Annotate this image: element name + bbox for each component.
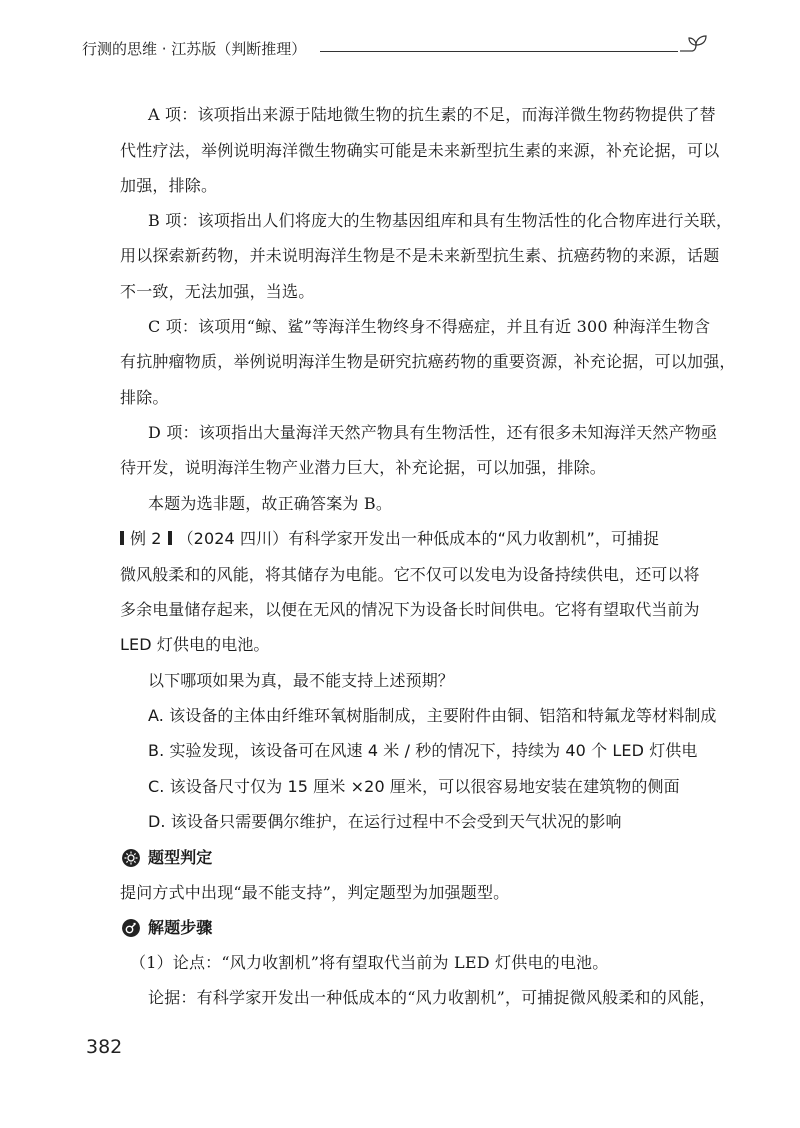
page-number: 382 [86,1036,123,1058]
book-title: 行测的思维 · 江苏版（判断推理） [82,40,307,58]
example-mark-left [120,531,124,545]
example-stem-line-1 [120,528,659,550]
sun-icon [122,849,140,867]
example-stem-text: （2024 四川）有科学家开发出一种低成本的“风力收割机”，可捕捉 [177,529,660,548]
example-stem-line-3: 多余电量储存起来，以便在无风的情况下为设备长时间供电。它将有望取代当前为 [120,600,700,619]
example-stem-line-2: 微风般柔和的风能，将其储存为电能。它不仅可以发电为设备持续供电，还可以将 [120,565,700,584]
option-c-analysis-line-1: C 项：该项用“鲸、鲨”等海洋生物终身不得癌症，并且有近 300 种海洋生物含 [148,317,711,336]
section-title-steps: 解题步骤 [148,918,213,937]
option-b-analysis-line-2: 用以探索新药物，并未说明海洋生物是不是未来新型抗生素、抗癌药物的来源，话题 [120,246,720,265]
example-label: 例 2 [130,529,162,548]
example-option-d: D. 该设备只需要偶尔维护，在运行过程中不会受到天气状况的影响 [148,812,622,831]
option-c-analysis-line-2: 有抗肿瘤物质，举例说明海洋生物是研究抗癌药物的重要资源，补充论据，可以加强， [120,352,736,371]
option-c-analysis-line-3: 排除。 [120,388,169,407]
answer-conclusion: 本题为选非题，故正确答案为 B。 [148,494,393,513]
option-d-analysis-line-2: 待开发，说明海洋生物产业潜力巨大，补充论据，可以加强，排除。 [120,458,607,477]
steps-icon [122,919,140,937]
example-option-b: B. 实验发现，该设备可在风速 4 米 / 秒的情况下，持续为 40 个 LED 灯供电 [148,741,698,760]
example-stem-line-4: LED 灯供电的电池。 [120,635,270,654]
example-question: 以下哪项如果为真，最不能支持上述预期？ [148,671,454,690]
option-b-analysis-line-1: B 项：该项指出人们将庞大的生物基因组库和具有生物活性的化合物库进行关联， [148,211,733,230]
option-b-analysis-line-3: 不一致，无法加强，当选。 [120,282,315,301]
step-1-evidence: 论据：有科学家开发出一种低成本的“风力收割机”，可捕捉微风般柔和的风能， [148,988,716,1007]
example-mark-right [168,531,172,545]
section-title-type: 题型判定 [148,848,213,867]
step-1-claim: （1）论点：“风力收割机”将有望取代当前为 LED 灯供电的电池。 [130,953,609,972]
example-option-a: A. 该设备的主体由纤维环氧树脂制成，主要附件由铜、铝箔和特氟龙等材料制成 [148,706,717,725]
option-a-analysis-line-1: A 项：该项指出来源于陆地微生物的抗生素的不足，而海洋微生物药物提供了替 [148,105,716,124]
example-option-c: C. 该设备尺寸仅为 15 厘米 ×20 厘米，可以很容易地安装在建筑物的侧面 [148,777,680,796]
option-d-analysis-line-1: D 项：该项指出大量海洋天然产物具有生物活性，还有很多未知海洋天然产物亟 [148,423,718,442]
option-a-analysis-line-2: 代性疗法，举例说明海洋微生物确实可能是未来新型抗生素的来源，补充论据，可以 [120,141,720,160]
option-a-analysis-line-3: 加强，排除。 [120,176,218,195]
type-judgement-text: 提问方式中出现“最不能支持”，判定题型为加强题型。 [120,883,510,902]
